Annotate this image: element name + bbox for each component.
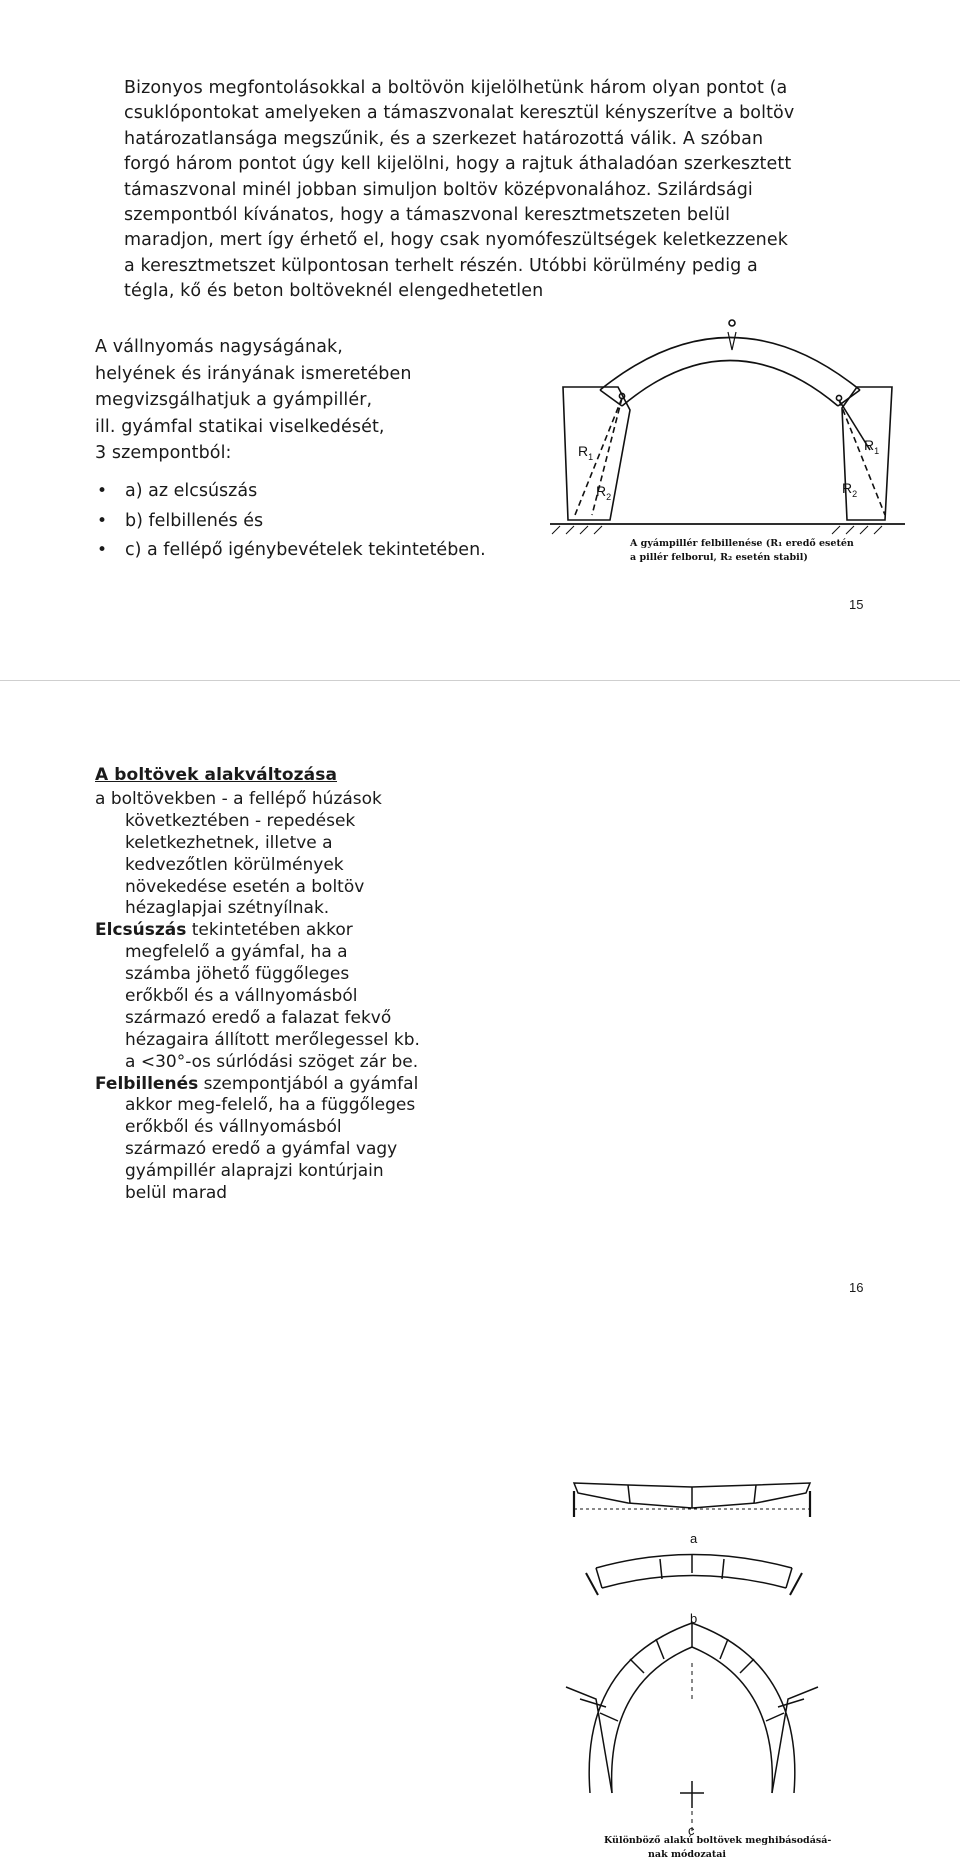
intro-line: tégla, kő és beton boltöveknél elengedhetetlen <box>124 281 544 302</box>
label-r1-right: $R_1$ <box>864 437 880 456</box>
body-line: erőkből és vállnyomásból <box>125 1117 342 1138</box>
slide-16 <box>0 683 960 1860</box>
semicircular-arch-c <box>566 1623 818 1833</box>
lead-paragraph <box>95 334 535 467</box>
intro-line: a keresztmetszet külpontosan terhelt részén. Utóbbi körülmény pedig a <box>124 255 758 276</box>
page-number: 16 <box>849 1280 864 1295</box>
body-line: akkor meg-felelő, ha a függőleges <box>125 1095 416 1116</box>
body-line: megfelelő a gyámfal, ha a <box>125 942 348 963</box>
arch-inner-curve <box>622 361 838 407</box>
intro-line: határozatlansága megszűnik, és a szerkezet határozottá válik. A szóban <box>124 128 764 149</box>
right-hinge-icon <box>836 395 841 400</box>
body-line: számba jöhető függőleges <box>125 964 350 985</box>
segmental-arch-b <box>586 1555 802 1596</box>
label-c: c <box>688 1823 695 1838</box>
body-line: következtében - repedések <box>125 810 356 831</box>
list-item: • a) az elcsúszás <box>95 479 486 509</box>
body-text <box>95 789 575 1205</box>
label-r2-right: $R_2$ <box>842 480 858 499</box>
figure-caption-line: Különböző alakú boltövek meghibásodásá- <box>604 1835 832 1846</box>
center-cross-icon <box>680 1781 704 1808</box>
arch-failure-modes-figure <box>560 1463 890 1873</box>
figure-caption-line: a pillér felborul, R₂ esetén stabil) <box>630 552 808 563</box>
right-pier <box>842 387 892 520</box>
intro-paragraph <box>124 76 864 305</box>
body-line: erőkből és a vállnyomásból <box>125 986 358 1007</box>
page-number: 15 <box>849 597 864 612</box>
label-r1-left: $R_1$ <box>578 443 594 462</box>
body-line: Felbillenés szempontjából a gyámfal <box>95 1073 419 1094</box>
slide-15 <box>0 0 960 680</box>
term-elcsuszas: Elcsúszás <box>95 920 187 941</box>
intro-line: forgó három pontot úgy kell kijelölni, hogy a rajtuk áthaladóan szerkesztett <box>124 154 792 175</box>
page-divider <box>0 680 960 681</box>
slide-title: A boltövek alakváltozása <box>95 765 338 785</box>
figure-caption-line: nak módozatai <box>648 1849 727 1860</box>
label-a: a <box>690 1531 698 1546</box>
body-line: belül marad <box>125 1183 228 1204</box>
flat-arch-a <box>574 1483 810 1517</box>
body-line: kedvezőtlen körülmények <box>125 854 344 875</box>
lead-line: 3 szempontból: <box>95 443 232 463</box>
intro-line: szempontból kívánatos, hogy a támaszvonal keresztmetszeten belül <box>124 205 731 226</box>
buttress-overturning-figure <box>530 310 910 570</box>
body-line: a <30°-os súrlódási szöget zár be. <box>125 1051 419 1072</box>
aspect-list <box>95 479 486 568</box>
intro-line: támaszvonal minél jobban simuljon boltöv középvonalához. Szilárdsági <box>124 179 753 200</box>
list-item: • c) a fellépő igénybevételek tekintetében. <box>95 538 486 568</box>
body-line: a boltövekben - a fellépő húzások <box>95 789 382 809</box>
body-line: hézagaira állított merőlegessel kb. <box>125 1029 420 1050</box>
intro-line: csuklópontokat amelyeken a támaszvonalat keresztül kényszerítve a boltöv <box>124 103 795 124</box>
list-item: • b) felbillenés és <box>95 509 486 539</box>
body-line: keletkezhetnek, illetve a <box>125 832 333 853</box>
body-line: Elcsúszás tekintetében akkor <box>95 920 353 941</box>
body-line: származó eredő a falazat fekvő <box>125 1007 392 1028</box>
lead-line: helyének és irányának ismeretében <box>95 363 412 384</box>
crown-hinge-icon <box>729 320 735 326</box>
label-b: b <box>690 1611 698 1626</box>
label-r2-left: $R_2$ <box>596 483 612 502</box>
arch-outer-curve <box>600 338 860 391</box>
intro-line: maradjon, mert így érhető el, hogy csak nyomófeszültségek keletkezzenek <box>124 230 788 251</box>
body-line: hézaglapjai szétnyílnak. <box>125 898 330 919</box>
intro-line: Bizonyos megfontolásokkal a boltövön kijelölhetünk három olyan pontot (a <box>124 78 788 98</box>
lead-line: megvizsgálhatjuk a gyámpillér, <box>95 390 373 410</box>
lead-line: ill. gyámfal statikai viselkedését, <box>95 416 385 437</box>
term-felbillenes: Felbillenés <box>95 1073 199 1094</box>
lead-line: A vállnyomás nagyságának, <box>95 337 343 357</box>
body-line: gyámpillér alaprajzi kontúrjain <box>125 1161 384 1182</box>
figure-caption-line: A gyámpillér felbillenése (R₁ eredő esetén <box>630 538 854 549</box>
body-line: növekedése esetén a boltöv <box>125 876 365 897</box>
body-line: származó eredő a gyámfal vagy <box>125 1139 398 1160</box>
